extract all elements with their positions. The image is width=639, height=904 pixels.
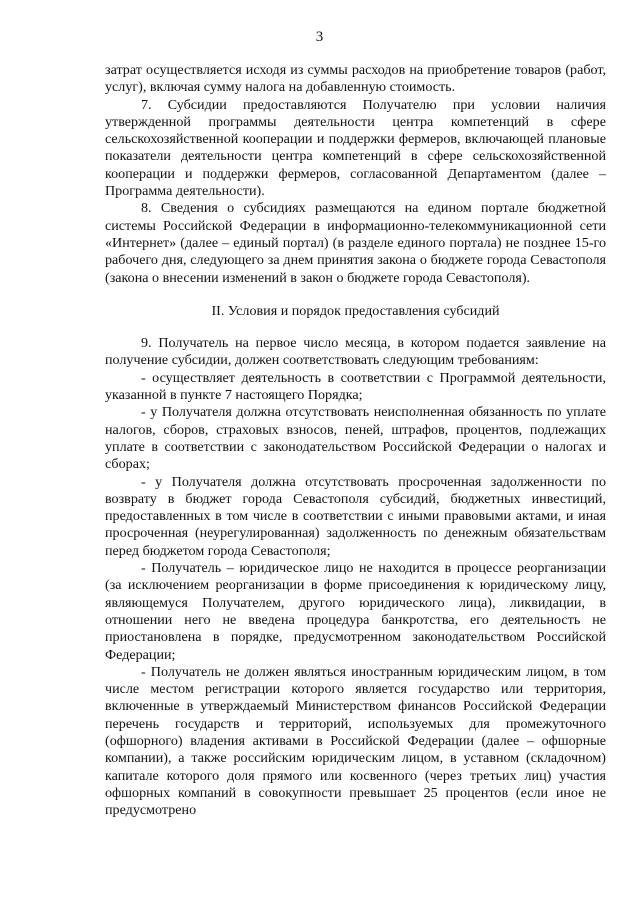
- requirement-debts: - у Получателя должна отсутствовать просроченная задолженности по возврату в бюджет города Севастополя субсидий, бюджетных инвестиций, предоставленных в том числе в соответствии с иными правовыми актами, и иная просроченная (неурегулированная) задолженность по денежным обязательствам перед бюджетом города Севастополя;: [105, 473, 606, 559]
- requirement-taxes: - у Получателя должна отсутствовать неисполненная обязанность по уплате налогов, сборов, страховых взносов, пеней, штрафов, процентов, подлежащих уплате в соответствии с законодательством Российской Федерации о налогах и сборах;: [105, 404, 606, 473]
- paragraphs-bottom: [105, 335, 606, 819]
- requirement-activity: - осуществляет деятельность в соответствии с Программой деятельности, указанной в пункте 7 настоящего Порядка;: [105, 369, 606, 404]
- requirement-offshore: - Получатель не должен являться иностранным юридическим лицом, в том числе местом регистрации которого является государство или территория, включенные в утверждаемый Министерством финансов Российской Федерации перечень государств и территорий, используемых для промежуточного (офшорного) владения активами в Российской Федерации (далее – офшорные компании), а также российским юридическим лицом, в уставном (складочном) капитале которого доля прямого или косвенного (через третьих лиц) участия офшорных компаний в совокупности превышает 25 процентов (если иное не предусмотрено: [105, 663, 606, 819]
- requirement-reorganization: - Получатель – юридическое лицо не находится в процессе реорганизации (за исключением реорганизации в форме присоединения к юридическому лицу, являющемуся Получателем, другого юридического лица), ликвидации, в отношении него не введена процедура банкротства, его деятельность не приостановлена в порядке, предусмотренном законодательством Российской Федерации;: [105, 560, 606, 663]
- paragraph-8: 8. Сведения о субсидиях размещаются на едином портале бюджетной системы Российской Федерации в информационно-телекоммуникационной сети «Интернет» (далее – единый портал) (в разделе единого портала) не позднее 15-го рабочего дня, следующего за днем принятия закона о бюджете города Севастополя (закона о внесении изменений в закон о бюджете города Севастополя).: [105, 200, 606, 286]
- document-body: [105, 62, 606, 819]
- paragraph-7: 7. Субсидии предоставляются Получателю при условии наличия утвержденной программы деятельности центра компетенций в сфере сельскохозяйственной кооперации и поддержки фермеров, включающей плановые показатели деятельности центра компетенций в сфере сельскохозяйственной кооперации и поддержки фермеров, согласованной Департаментом (далее – Программа деятельности).: [105, 96, 606, 200]
- paragraph-continuation: затрат осуществляется исходя из суммы расходов на приобретение товаров (работ, услуг), включая сумму налога на добавленную стоимость.: [105, 62, 606, 96]
- section-heading: II. Условия и порядок предоставления субсидий: [211, 302, 500, 319]
- paragraphs-top: [105, 62, 606, 287]
- paragraph-9: 9. Получатель на первое число месяца, в котором подается заявление на получение субсидии, должен соответствовать следующим требованиям:: [105, 335, 606, 369]
- page-number: 3: [315, 29, 324, 45]
